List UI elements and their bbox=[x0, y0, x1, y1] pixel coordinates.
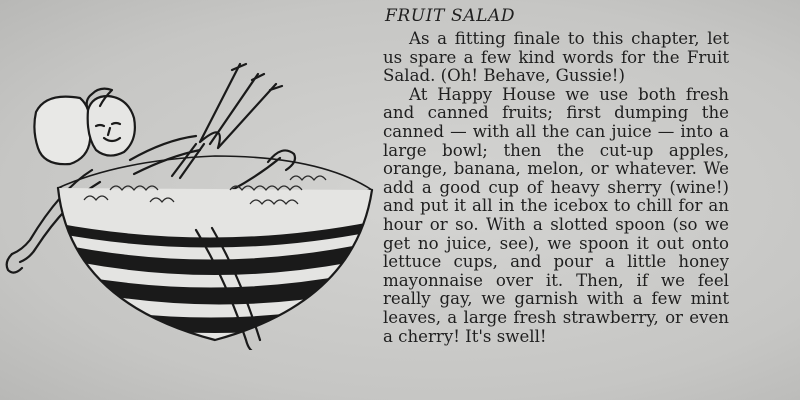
fork-tines bbox=[200, 64, 276, 148]
recipe-intro-paragraph: As a fitting finale to this chapter, let us spare a few kind words for the Fruit Salad. (Oh! Behave, Gussie!) bbox=[383, 29, 729, 86]
recipe-body-paragraph: At Happy House we use both fresh and canned fruits; first dumping the canned — with all the can juice — into a large bowl; then the cut-up apples, orange, banana, melon, or whatever. We add a good cup of heavy sherry (wine!) and put it all in the icebox to chill for an hour or so. With a slotted spoon (so we get no juice, see), we spoon it out onto lettuce cups, and pour a little honey mayonnaise over it. Then, if we feel really gay, we garnish with a few mint leaves, a large fresh strawberry, or even a cherry! It's swell! bbox=[383, 84, 729, 346]
fork-handle bbox=[172, 144, 204, 178]
recipe-title: FRUIT SALAD bbox=[385, 6, 516, 26]
pillow bbox=[34, 97, 90, 165]
fruit-salad-bowl-illustration bbox=[0, 40, 380, 350]
recipe-text-column bbox=[383, 6, 729, 346]
man-head bbox=[88, 96, 135, 156]
